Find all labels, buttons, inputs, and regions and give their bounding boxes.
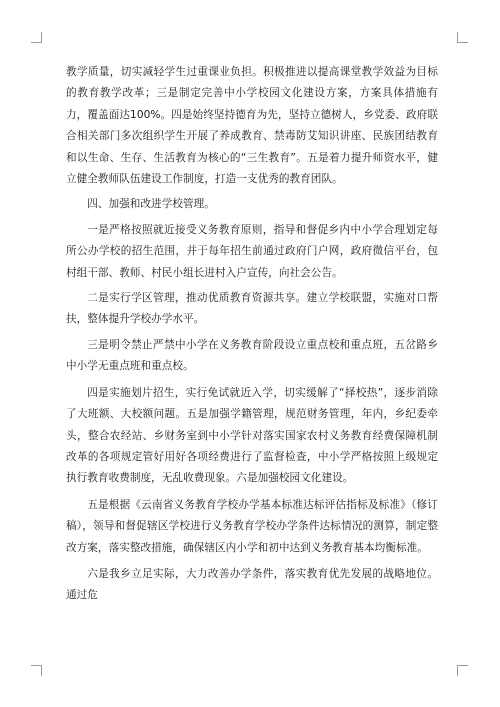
crop-mark-top-right [457, 32, 468, 43]
crop-mark-bottom-right [457, 665, 468, 676]
paragraph-standards: 五是根据《云南省义务教育学校办学基本标准达标评估指标及标准》（修订稿），领导和督促辖区学校进行义务教育学校办学条件达标情况的测算，制定整改方案，落实整改措施，确保辖区内小学和初中达到义务教育基本均衡标准。 [66, 498, 438, 554]
paragraph-zoning: 四是实施划片招生，实行免试就近入学，切实缓解了“择校热”，逐步消除了大班额、大校额问题。五是加强学籍管理，规范财务管理，年内，乡纪委牵头，整合农经站、乡财务室到中小学针对落实国家农村义务教育经费保障机制改革的各项规定管好用好各项经费进行了监督检查，中小学严格按照上级规定执行教育收费制度，无乱收费现象。六是加强校园文化建设。 [66, 386, 438, 485]
crop-mark-top-left [31, 32, 42, 43]
paragraph-no-key-schools: 三是明令禁止严禁中小学在义务教育阶段设立重点校和重点班，五岔路乡中小学无重点班和重点校。 [66, 338, 438, 373]
crop-mark-bottom-left [31, 665, 42, 676]
paragraph-conditions: 六是我乡立足实际，大力改善办学条件，落实教育优先发展的战略地位。通过危 [66, 567, 438, 602]
section-heading: 四、加强和改进学校管理。 [87, 198, 215, 211]
paragraph-enrollment: 一是严格按照就近接受义务教育原则，指导和督促乡内中小学合理划定每所公办学校的招生范围，并于每年招生前通过政府门户网，政府微信平台，包村组干部、教师、村民小组长进村入户宣传，向社会公告。 [66, 223, 438, 279]
document-body [66, 62, 438, 607]
paragraph-continuation: 教学质量，切实减轻学生过重课业负担。积极推进以提高课堂教学效益为目标的教育教学改革；三是制定完善中小学校园文化建设方案，方案具体措施有力，覆盖面达100%。四是始终坚持德育为先，坚持立德树人，乡党委、政府联合相关部门多次组织学生开展了养成教育、禁毒防艾知识讲座、民族团结教育和以生命、生存、生活教育为核心的“三生教育”。五是着力提升师资水平，健立健全教师队伍建设工作制度，打造一支优秀的教育团队。 [66, 66, 438, 186]
paragraph-district: 二是实行学区管理，推动优质教育资源共享。建立学校联盟，实施对口帮扶，整体提升学校办学水平。 [66, 292, 438, 326]
